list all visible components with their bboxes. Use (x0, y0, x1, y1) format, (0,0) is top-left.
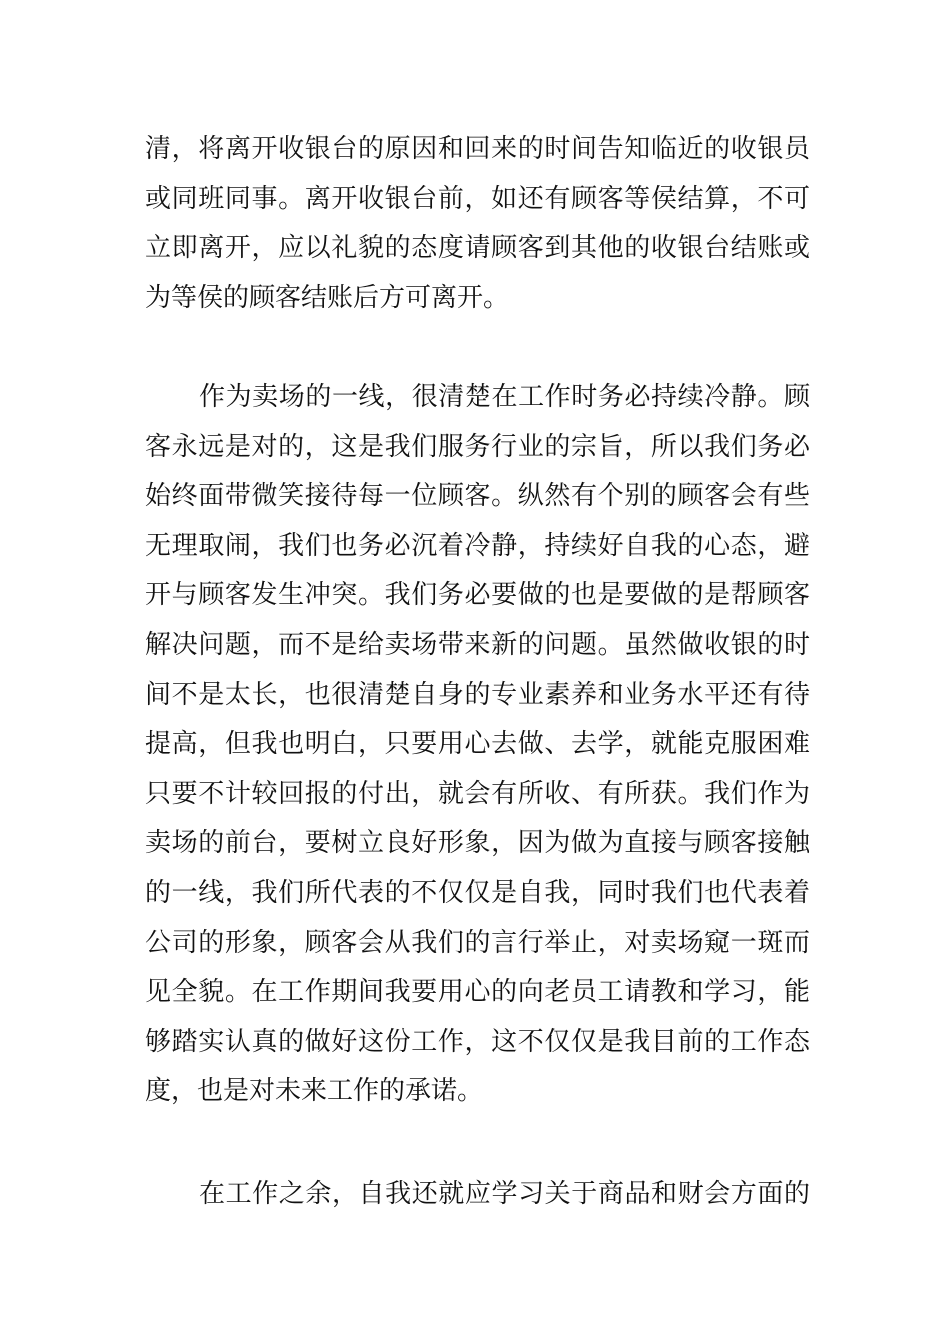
paragraph-line: 无理取闹，我们也务必沉着冷静，持续好自我的心态，避 (145, 530, 810, 561)
paragraph-line: 始终面带微笑接待每一位顾客。纵然有个别的顾客会有些 (145, 481, 810, 512)
paragraph-2 (145, 373, 810, 1117)
paragraph-line: 或同班同事。离开收银台前，如还有顾客等侯结算，不可 (145, 183, 810, 214)
paragraph-line: 开与顾客发生冲突。我们务必要做的也是要做的是帮顾客 (145, 580, 810, 611)
paragraph-1 (145, 125, 810, 323)
paragraph-line: 提高，但我也明白，只要用心去做、去学，就能克服困难 (145, 729, 810, 760)
paragraph-line: 解决问题，而不是给卖场带来新的问题。虽然做收银的时 (145, 629, 810, 660)
paragraph-line: 清，将离开收银台的原因和回来的时间告知临近的收银员 (145, 134, 810, 164)
paragraph-line: 客永远是对的，这是我们服务行业的宗旨，所以我们务必 (145, 431, 810, 462)
paragraph-line: 只要不计较回报的付出，就会有所收、有所获。我们作为 (145, 778, 810, 809)
paragraph-line: 为等侯的顾客结账后方可离开。 (145, 282, 510, 313)
paragraph-line: 公司的形象，顾客会从我们的言行举止，对卖场窥一斑而 (145, 927, 810, 958)
paragraph-line: 度，也是对未来工作的承诺。 (145, 1076, 484, 1107)
paragraph-line: 在工作之余，自我还就应学习关于商品和财会方面的 (199, 1179, 810, 1209)
paragraph-line: 卖场的前台，要树立良好形象，因为做为直接与顾客接触 (145, 828, 810, 859)
paragraph-line: 的一线，我们所代表的不仅仅是自我，同时我们也代表着 (145, 877, 810, 908)
paragraph-line: 作为卖场的一线，很清楚在工作时务必持续冷静。顾 (199, 382, 810, 412)
paragraph-line: 见全貌。在工作期间我要用心的向老员工请教和学习，能 (145, 977, 810, 1008)
paragraph-line: 立即离开，应以礼貌的态度请顾客到其他的收银台结账或 (145, 233, 810, 264)
paragraph-line: 够踏实认真的做好这份工作，这不仅仅是我目前的工作态 (145, 1026, 810, 1057)
paragraph-line: 间不是太长，也很清楚自身的专业素养和业务水平还有待 (145, 679, 810, 710)
paragraph-3 (145, 1170, 810, 1220)
